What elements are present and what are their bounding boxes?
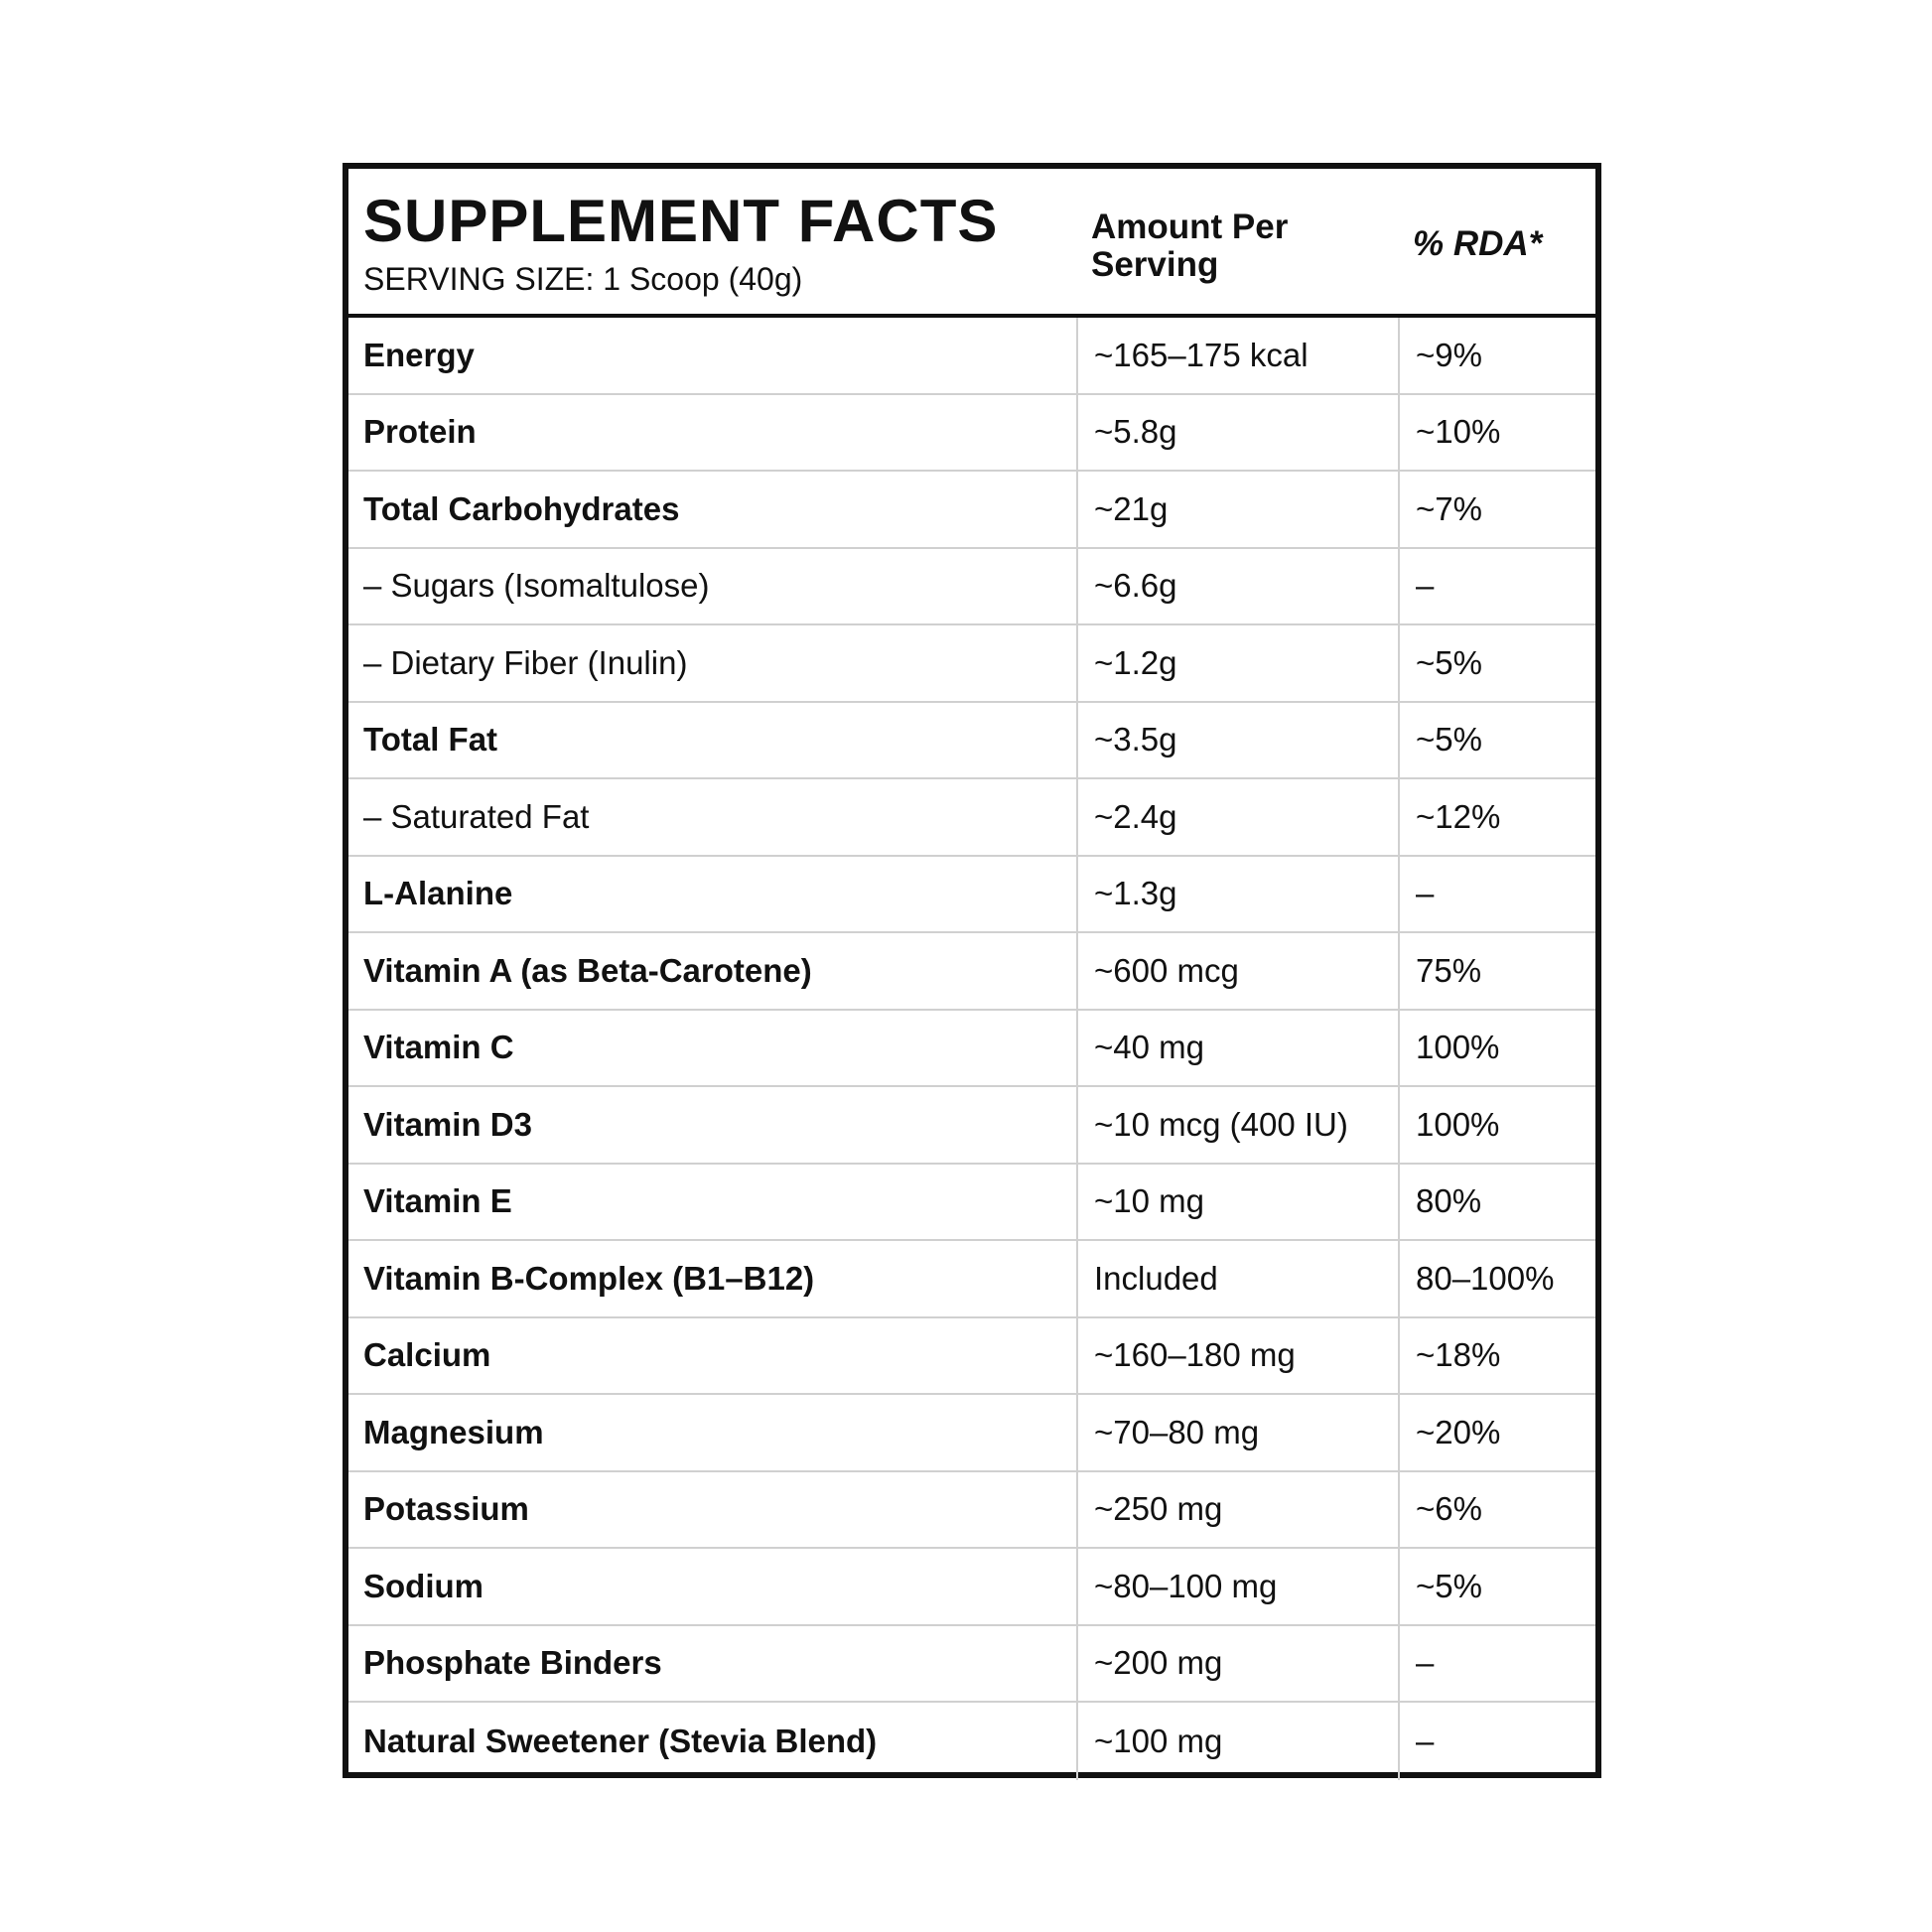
table-row [348,1549,1595,1626]
amount-per-serving: Included [1078,1241,1400,1316]
amount-per-serving: ~10 mcg (400 IU) [1078,1087,1400,1163]
amount-per-serving: ~6.6g [1078,549,1400,624]
facts-header [348,169,1595,318]
nutrient-name: L-Alanine [348,857,1078,932]
table-row [348,1395,1595,1472]
rda-percent: ~5% [1416,721,1482,759]
nutrient-name: Energy [348,318,1078,393]
nutrient-name: Magnesium [348,1395,1078,1470]
nutrient-name: – Dietary Fiber (Inulin) [348,625,1078,701]
amount-column-header: Amount Per Serving [1091,207,1289,284]
table-row [348,779,1595,857]
nutrient-name: Vitamin A (as Beta-Carotene) [348,933,1078,1009]
rda-percent: 100% [1416,1105,1500,1143]
rda-percent: – [1416,875,1435,912]
amount-per-serving: ~70–80 mg [1078,1395,1400,1470]
serving-size: SERVING SIZE: 1 Scoop (40g) [363,261,803,297]
amount-per-serving: ~100 mg [1078,1703,1400,1780]
table-row [348,1703,1595,1780]
rda-percent: ~9% [1416,336,1482,373]
table-row [348,549,1595,626]
amount-per-serving: ~165–175 kcal [1078,318,1400,393]
amount-per-serving: ~200 mg [1078,1626,1400,1702]
rda-percent: – [1416,1722,1435,1759]
nutrient-name: Natural Sweetener (Stevia Blend) [348,1703,1078,1780]
amount-per-serving: ~21g [1078,472,1400,547]
amount-per-serving: ~40 mg [1078,1011,1400,1086]
rda-percent: 80% [1416,1182,1482,1220]
table-row [348,1087,1595,1165]
table-row [348,857,1595,934]
nutrient-name: Calcium [348,1318,1078,1394]
rda-column-header: % RDA* [1413,224,1543,263]
amount-per-serving: ~10 mg [1078,1165,1400,1240]
facts-table [348,318,1595,1780]
rda-percent: ~10% [1416,413,1501,451]
rda-percent: – [1416,1644,1435,1682]
rda-percent: 80–100% [1416,1259,1555,1297]
nutrient-name: Vitamin D3 [348,1087,1078,1163]
supplement-facts-panel [343,163,1601,1778]
table-row [348,1472,1595,1550]
nutrient-name: Protein [348,395,1078,471]
amount-per-serving: ~80–100 mg [1078,1549,1400,1624]
nutrient-name: Total Fat [348,703,1078,778]
facts-title: SUPPLEMENT FACTS [363,188,999,254]
amount-per-serving: ~2.4g [1078,779,1400,855]
nutrient-name: Vitamin B-Complex (B1–B12) [348,1241,1078,1316]
amount-per-serving: ~1.3g [1078,857,1400,932]
table-row [348,933,1595,1011]
rda-percent: 100% [1416,1029,1500,1066]
amount-per-serving: ~600 mcg [1078,933,1400,1009]
amount-per-serving: ~3.5g [1078,703,1400,778]
table-row [348,1318,1595,1396]
nutrient-name: – Sugars (Isomaltulose) [348,549,1078,624]
rda-percent: ~18% [1416,1336,1501,1374]
rda-percent: 75% [1416,951,1482,989]
amount-per-serving: ~160–180 mg [1078,1318,1400,1394]
table-row [348,625,1595,703]
amount-per-serving: ~1.2g [1078,625,1400,701]
table-row [348,472,1595,549]
rda-percent: ~12% [1416,797,1501,835]
rda-percent: ~5% [1416,1567,1482,1604]
table-row [348,1165,1595,1242]
nutrient-name: Phosphate Binders [348,1626,1078,1702]
nutrient-name: Total Carbohydrates [348,472,1078,547]
nutrient-name: Vitamin C [348,1011,1078,1086]
amount-per-serving: ~250 mg [1078,1472,1400,1548]
table-row [348,395,1595,473]
table-row [348,1626,1595,1704]
nutrient-name: Sodium [348,1549,1078,1624]
table-row [348,318,1595,395]
rda-percent: ~6% [1416,1490,1482,1528]
rda-percent: – [1416,567,1435,605]
nutrient-name: Vitamin E [348,1165,1078,1240]
table-row [348,703,1595,780]
rda-percent: ~5% [1416,643,1482,681]
table-row [348,1241,1595,1318]
rda-percent: ~20% [1416,1413,1501,1450]
rda-percent: ~7% [1416,489,1482,527]
amount-per-serving: ~5.8g [1078,395,1400,471]
table-row [348,1011,1595,1088]
nutrient-name: – Saturated Fat [348,779,1078,855]
nutrient-name: Potassium [348,1472,1078,1548]
